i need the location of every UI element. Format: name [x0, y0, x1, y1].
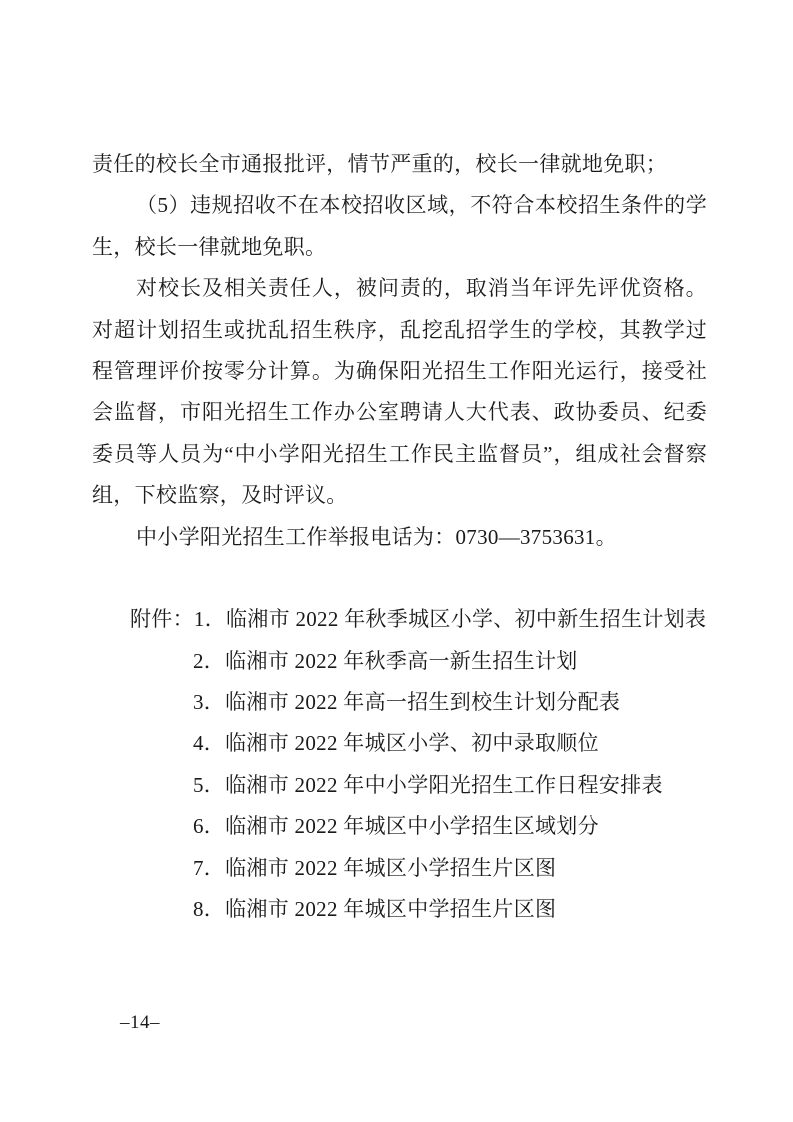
report-hotline-line: 中小学阳光招生工作举报电话为：0730—3753631。: [136, 524, 617, 549]
attachment-list-first-line: [92, 599, 707, 640]
attachment-item: 6．临湘市 2022 年城区中小学招生区域划分: [193, 814, 599, 839]
body-line: 对超计划招生或扰乱招生秩序，乱挖乱招学生的学校，其教学过: [92, 317, 707, 342]
body-line: 组，下校监察，及时评议。: [92, 483, 348, 508]
attachment-item: 1．临湘市 2022 年秋季城区小学、初中新生招生计划表: [193, 607, 707, 632]
page-number: –14–: [120, 1012, 160, 1033]
attachment-item: 8．临湘市 2022 年城区中学招生片区图: [193, 897, 557, 922]
body-line: 会监督，市阳光招生工作办公室聘请人大代表、政协委员、纪委: [92, 400, 707, 425]
blank-line: [92, 558, 707, 599]
body-line: 委员等人员为“中小学阳光招生工作民主监督员”，组成社会督察: [92, 441, 707, 466]
body-line: 程管理评价按零分计算。为确保阳光招生工作阳光运行，接受社: [92, 358, 707, 383]
body-line: 生，校长一律就地免职。: [92, 234, 327, 259]
body-line: 责任的校长全市通报批评，情节严重的，校长一律就地免职；: [92, 152, 668, 176]
attachment-item: 5．临湘市 2022 年中小学阳光招生工作日程安排表: [193, 772, 663, 797]
attachment-item: 2．临湘市 2022 年秋季高一新生招生计划: [193, 648, 578, 673]
body-line: 对校长及相关责任人，被问责的，取消当年评先评优资格。: [136, 276, 707, 301]
body-line: （5）违规招收不在本校招收区域，不符合本校招生条件的学: [136, 193, 707, 218]
attachments-label: 附件：: [130, 607, 194, 632]
attachment-item: 4．临湘市 2022 年城区小学、初中录取顺位: [193, 731, 599, 756]
body-text-block: [92, 144, 707, 930]
attachment-item: 7．临湘市 2022 年城区小学招生片区图: [193, 855, 557, 880]
attachment-item: 3．临湘市 2022 年高一招生到校生计划分配表: [193, 690, 621, 715]
